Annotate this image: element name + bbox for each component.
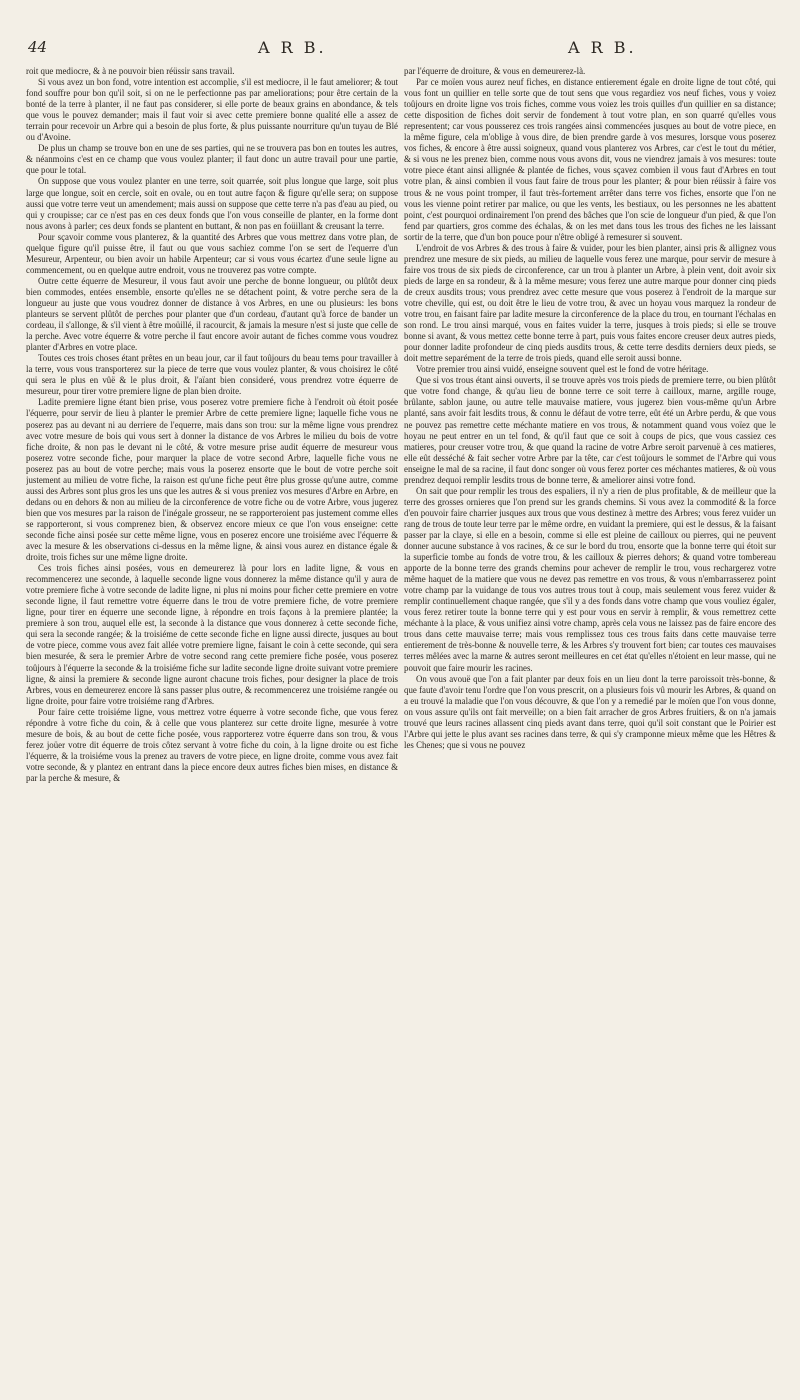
paragraph: Que si vos trous étant ainsi ouverts, il se trouve après vos trois pieds de premiere terre, ou bien plûtôt que votre fond change, & qu'au lieu de bonne terre ce soit terre à cailloux, marne, argille rouge, brûlante, sablon jaune, ou autre telle mauvaise matiere, vous jugerez bien vous-même qu'un Arbre planté, sans avoir fait lesdits trous, & connu le défaut de votre terre, eût été un Arbre perdu, & que vous ne pouvez pas remettre cette méchante matiere en vos trous, & notamment quand vous voïez que le hoyau ne peut entrer en un tel fond, & qu'il faut que ce soit à coups de pics, que vous cassiez ces matieres, pour creuser votre trou, & que quand la racine de votre Arbre seroit parvenuë à ces matieres, elle eût desséché & fait secher votre Arbre par la tête, car c'est toûjours le sommet de l'Arbre qui vous enseigne le mal de sa racine, il faut donc songer où vous ferez porter ces méchantes matieres, & où vous prendrez dequoi remplir lesdits trous de bonne terre, & ameliorer ainsi votre fond.	[404, 375, 776, 485]
paragraph: Par ce moïen vous aurez neuf fiches, en distance entierement égale en droite ligne de tout côté, qui vous font un quillier en telle sorte que de tout sens que vous regardiez vos neuf fiches, vous y voiez toûjours en droite ligne vos trois fiches, comme vous voiez les trois quilles d'un quillier en sa distance; cette disposition de fiches doit servir de fondement à tout votre plan, en son quarré qu'elles vous representent; car vous pousserez ces trois rangées ainsi commencées jusques au bout de votre piece, en la même figure, cela m'oblige à vous dire, de bien prendre garde à vos mesures, lorsque vous poserez vos fiches, & encore à être aussi soigneux, quand vous planterez vos Arbres, car c'est le tout du métier, & si vous ne les prenez bien, comme nous vous avons dit, vous ne viendrez jamais à vos mesures: toute votre piece étant ainsi allignée & plantée de fiches, vous sçavez combien il vous faut d'Arbres en tout votre plan, & ainsi combien il vous faut faire de trous pour les planter; & pour bien réüssir à faire vos trous & ne vous point tromper, il faut très-fortement arrêter dans terre vos fiches, ensorte que l'on ne vous les vienne point retirer par malice, ou que les vents, les bestiaux, ou les personnes ne les abattent point, c'est pourquoi ordinairement l'on prend des bâches que l'on scie de longueur d'un pied, & que l'on fend par quartiers, gros comme des échalas, & on les met dans tous les trous des fiches ne les laissant sortir de la terre, que d'un bon pouce pour n'être obligé à remesurer si souvent.	[404, 77, 776, 242]
paragraph: Ladite premiere ligne étant bien prise, vous poserez votre premiere fiche à l'endroit où étoit posée l'équerre, pour servir de lieu à planter le premier Arbre de cette premiere ligne; laquelle fiche vous ne poserez pas au devant ni au derriere de l'equerre, mais dans son trou: sur la même ligne vous prendrez avec votre mesure de bois qui vous sert à donner la distance de vos Arbres le milieu du bois de votre fiche droite, & non pas le devant ni le côté, & votre mesure prise audit équerre de mesureur vous poserez votre seconde fiche, pour marquer la place de votre second Arbre, laquelle fiche vous ne poserez pas au bout de votre perche; mais vous la poserez ensorte que le bout de votre perche soit justement au milieu de votre fiche, la raison est qu'une fiche peut être plus grosse qu'une autre, comme aussi des Arbres sont plus gros les uns que les autres & si vous preniez vos mesures d'Arbre en Arbre, en dedans ou en dehors & non au milieu de la circonference de votre fiche ou de votre Arbre, vous jugerez bien que vos mesures par la raison de l'inégale grosseur, ne se rapporteroient pas justement comme elles se rapporteront, si vous comprenez bien, & observez encore mieux ce que l'on vous enseigne: cette seconde fiche ainsi posée sur cette même ligne, vous en poserez encore une troisiéme avec l'équerre & avec la mesure & les observations ci-dessus en la même ligne, & ainsi vous aurez en distance égale & droite, trois fiches sur une même ligne droite.	[26, 397, 398, 563]
paragraph: Pour sçavoir comme vous planterez, & la quantité des Arbres que vous mettrez dans votre plan, de quelque figure qu'il puisse être, il faut ou que vous sachiez comme l'on se sert de l'equerre d'un Mesureur, Arpenteur, ou bien avoir un habile Arpenteur; car si vous vous écartez d'une seule ligne au commencement, ou en quelque autre endroit, vous ne trouverez pas votre compte.	[26, 231, 398, 275]
paragraph: roit que mediocre, & à ne pouvoir bien réüssir sans travail.	[26, 66, 235, 76]
running-head-right: A R B.	[568, 38, 637, 57]
paragraph: Toutes ces trois choses étant prêtes en un beau jour, car il faut toûjours du beau tems pour travailler à la terre, vous vous transporterez sur la piece de terre que vous voulez planter, & vous choisirez le côté qui sera le plus en vûë & le plus droit, & l'aïant bien consideré, vous prendrez votre équerre de mesureur, pour tirer votre premiere ligne de plan bien droite.	[26, 353, 398, 397]
paragraph: Ces trois fiches ainsi posées, vous en demeurerez là pour lors en ladite ligne, & vous en recommencerez une seconde, à laquelle seconde ligne vous donnerez la même distance qu'il y aura de votre premiere fiche à votre seconde de ladite ligne, ni plus ni moins pour ficher cette premiere en votre seconde ligne, il faut remettre votre équerre dans le trou de votre premiere fiche, de votre premiere ligne, pour tirer en équerre une seconde ligne, à répondre en trois façons à la premiere plantée; la premiere à son trou, auquel elle est, la seconde à la distance que vous donnerez à cette seconde fiche, qui sera la seconde rangée; & la troisiéme de cette seconde fiche en ligne aussi directe, jusques au bout de votre piece, comme vous avez fait allée votre premiere ligne, faisant le coin à cette seconde, qui sera bien mesurée, & sera le premier Arbre de votre second rang cette premiere fiche posée, vous poserez toûjours à l'équerre la seconde & la troisiéme fiche sur ladite seconde ligne droite suivant votre premiere ligne, & ainsi la premiere & seconde ligne auront chacune trois fiches, pour designer la place de trois Arbres, vous en demeurerez encore là sans passer plus outre, & recommencerez une troisiéme rangée ou ligne droite, pour faire votre troisiéme rang d'Arbres.	[26, 563, 398, 706]
paragraph: On vous avouë que l'on a fait planter par deux fois en un lieu dont la terre paroissoit très-bonne, & que faute d'avoir tenu l'ordre que l'on vous prescrit, on a plusieurs fois vû mourir les Arbres, & quand on a eu trouvé la maladie que l'on vous découvre, & que l'on y a remedié par le moïen que l'on vous donne, on vous assure qu'ils ont fait merveille; on a bien fait arracher de gros Arbres fruitiers, & on n'a jamais trouvé que leurs racines allassent cinq pieds avant dans terre, quoi qu'il soit constant que le Poirier est l'Arbre qui jette le plus avant ses racines dans terre, & qui s'y cramponne mieux même que les Hêtres & les Chenes; que si vous ne pouvez	[404, 673, 776, 750]
paragraph: De plus un champ se trouve bon en une de ses parties, qui ne se trouvera pas bon en toutes les autres, & néanmoins c'est en ce champ que vous voulez planter; il faut donc un autre travail pour une partie, que pour le total.	[26, 143, 398, 176]
page-header	[28, 38, 772, 64]
page-number: 44	[28, 38, 48, 56]
paragraph: Votre premier trou ainsi vuidé, enseigne souvent quel est le fond de votre héritage.	[416, 364, 709, 375]
left-column	[26, 66, 398, 1386]
paragraph: Si vous avez un bon fond, votre intention est accomplie, s'il est mediocre, il le faut ameliorer; & tout fond souffre pour bon qu'il soit, si on ne le perfectionne pas par ameliorations; pour être certain de la bonté de la terre à planter, il ne faut pas considerer, si elle porte de beaux grains en abondance, & tels que vous le pouvez demander; mais il faut voir si avec cette premiere bonne qualité elle a assez de terrain pour recevoir un Arbre qui a besoin de plus forte, & plus puissante nourriture qu'un tuyau de Blé ou d'Avoine.	[26, 77, 398, 143]
running-head-left: A R B.	[258, 38, 327, 57]
paragraph: par l'équerre de droiture, & vous en demeurerez-là.	[404, 66, 586, 76]
paragraph: L'endroit de vos Arbres & des trous à faire & vuider, pour les bien planter, ainsi pris & allignez vous prendrez une mesure de six pieds, au milieu de laquelle vous ferez une marque, pour servir de mesure à faire vos trous de six pieds de circonference, car un trou à planter un Arbre, à plein vent, doit avoir six pieds de large en sa rondeur, & à la même mesure; vous ferez une autre marque pour donner cinq pieds de creux ausdits trous; vous prendrez avec cette mesure que vous poserez à l'endroit de la marque sur votre cheville, qui est, ou doit être le lieu de votre trou, & avec un hoyau vous marquez la rondeur de votre trou, en faisant faire par ladite mesure la circonference de la place du trou, en tournant l'échalas en son rond. Le trou ainsi marqué, vous en faites vuider la terre, jusques à trois pieds; si elle se trouve bonne si avant, & vous mettez cette bonne terre à part, puis vous faites encore creuser deux autres pieds, pour donner ladite profondeur de cinq pieds ausdits trous, & cette terre desdits derniers deux pieds, se doit mettre separément de la terre de trois pieds, quand elle seroit aussi bonne.	[404, 242, 776, 364]
paragraph: Pour faire cette troisiéme ligne, vous mettrez votre équerre à votre seconde fiche, que vous ferez répondre à votre fiche du coin, & à celle que vous planterez sur cette droite ligne, mesurée à votre mesure de bois, & au bout de cette fiche posée, vous rapporterez votre équerre dans son trou, & vous ferez joüer votre dit équerre de trois côtez servant à votre fiche du coin, à la ligne droite ou est fiche l'équerre, & la troisiéme vous la prenez au travers de votre piece, en ligne droite, comme vous avez fait votre seconde, & y plantez en entrant dans la piece encore deux autres fiches bien mises, en distance & par la perche & mesure, &	[26, 706, 398, 783]
right-column	[404, 66, 776, 1386]
paragraph: On suppose que vous voulez planter en une terre, soit quarrée, soit plus longue que large, soit plus large que longue, soit en cercle, soit en ovale, ou en tout autre façon & figure qu'elle sera; on suppose aussi que votre terre veut un amendement; mais aussi on suppose que cette terre n'a pas d'eau au pied, ou qui y croupisse; car ce n'est pas en ces deux fonds que l'on vous conseille de planter, en la forme dont nous avons à parler; ces deux fonds se plantent en buttant, & non pas en foüillant & creusant la terre.	[26, 176, 398, 231]
paragraph: Outre cette équerre de Mesureur, il vous faut avoir une perche de bonne longueur, ou plûtôt deux bien commodes, entées ensemble, ensorte qu'elles ne se détachent point, & votre perche sera de la longueur au juste que vous voudrez donner de distance à vos Arbres, en une ou plusieurs: les bons planteurs se servent plûtôt de perches pour planter que d'un cordeau, d'autant qu'à force de bander un cordeau, il s'allonge, & s'il vient à être moüillé, il racourcit, & jamais la mesure n'est si juste que celle de la perche. Avec votre équerre & votre perche il faut encore avoir autant de fiches comme vous voudrez planter d'Arbres en votre place.	[26, 275, 398, 353]
paragraph: On sait que pour remplir les trous des espaliers, il n'y a rien de plus profitable, & de meilleur que la terre des grosses ornieres que l'on prend sur les grands chemins. Si vous avez la commodité & la force d'en pouvoir faire charrier jusques aux trous que vous destinez à mettre des Arbres; vous ferez vuider un rang de trous de toute leur terre par le même ordre, en vuidant la premiere, qui est le dessus, & la faisant passer par la claye, si elle en a besoin, comme si elle est pleine de cailloux ou pierres, qui ne peuvent donner aucune substance à vos racines, & ce sur le bord du trou, ensorte que la bonne terre qui étoit sur la superficie tombe au fonds de votre trou, & les cailloux & pierres dehors; & quand votre tombereau apporte de la bonne terre des grands chemins pour achever de remplir le trou, vous rechargerez votre même haquet de la matiere que vous ne devez pas remettre en vos trous, & vous n'embarrasserez point votre champ par la vuidange de tous vos autres trous tout à coup, mais seulement vous ferez vuider & remplir continuellement chaque rangée, que s'il y a des fonds dans votre champ que vous vouliez égaler, vous ferez retirer toute la bonne terre qui y est pour vous en servir à remplir, & vous remettrez cette méchante à la place, & vous unifiez ainsi votre champ, après cela vous ne laissez pas de faire encore des trous dans cette mauvaise terre; mais vous remplissez tous ces trous faits dans cette mauvaise terre entierement de très-bonne & nouvelle terre, & les Arbres s'y trouvent fort bien; car toutes ces mauvaises terres mêlées avec la marne & autres seront meilleures en cet état qu'elles n'étoient en leur masse, qui ne pouvoit que faire mourir les racines.	[404, 485, 776, 673]
